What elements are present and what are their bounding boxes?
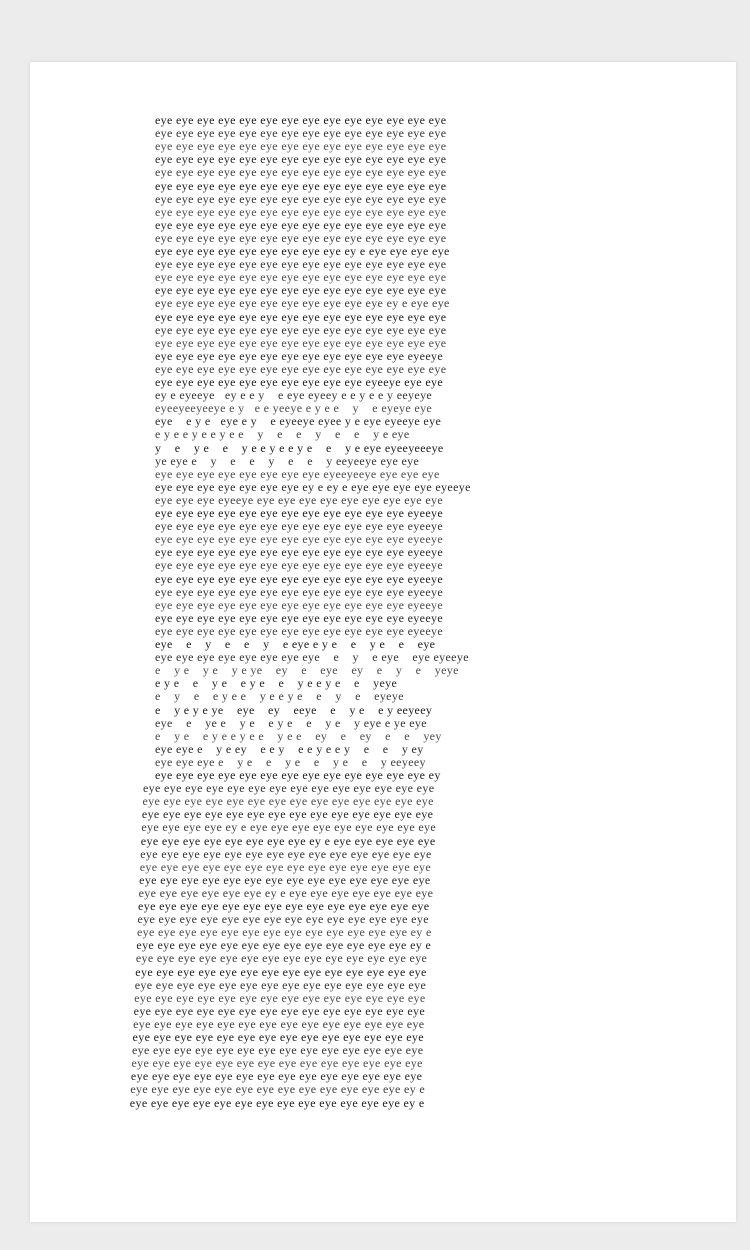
poem-line: eye eye eye eye eye eye eye ey e ey e eye eye eye eye eyeeye xyxy=(155,479,471,494)
poem-line: eye eye eye eye eye eye eye eye eye eye eye eye eye ey e xyxy=(129,1095,425,1110)
poem-line: eye eye eye eye eye eye eye eye eye eye eye eye eye eye xyxy=(141,807,434,822)
poem-line: eye eye eye eye eye eye eye eye eye eye eye eye eye ey e xyxy=(136,925,432,940)
poem-line: eye eye eye eye eye eye eye eye eye eye eye eye eye eye xyxy=(155,113,447,127)
poem-line: eye eye eye e y e e y e e y e e y eeyeey xyxy=(155,754,426,769)
poem-line: eye eye eye eye eye eye eye eye eye eye eye eye eye eye xyxy=(155,335,447,350)
poem-line: eye eye eye eye eye eye eye eye eye eye eye eye eye eye xyxy=(131,1056,423,1071)
poem-line: eye eye eye eye eye eye eye eye eye eye eye eye eye eye xyxy=(155,178,447,193)
poem-line: eye eye eye eye eye eye eye eye eye eye eye eye eye eye xyxy=(137,912,429,927)
poem-line: eye eye eye eye eye eye eye eye eye eye eye eye eye eye xyxy=(135,964,427,979)
poem-line: e y e e y e e y e e y e e y e eyeye xyxy=(155,689,404,704)
poem-line: eye eye eye eye eye eye eye eye eye eye eye eye eyeeye xyxy=(155,506,444,520)
poem-line: eye eye eye eye eye eye eye eye eye eye eye eye eye ey xyxy=(155,768,441,782)
poem-line: eye eye eye eye eye eye eye eye eye eye eye ey e eye eye xyxy=(155,296,450,311)
poem-line: eye eye eye eye eye eye eye eye eye eye eye eye eyeeye xyxy=(155,532,444,547)
poem-line: eye eye eye eye eye eye eye eye eye eye eyeeye eye eye xyxy=(155,375,444,389)
poem-line: e y e y e ye eye ey eeye e y e e y eeyeey xyxy=(155,702,433,717)
poem-line: eye eye eye eye eye eye eye eye eye eye eye eye eye eye xyxy=(155,204,447,219)
poem-line: eye eye eye eyeeye eye eye eye eye eye eye eye eye eye xyxy=(155,492,444,507)
poem-line: eye eye eye eye eye eye eye eye eye eye eye eye eye eye xyxy=(155,152,447,167)
poem-line: e y e e y e e y e e y e e y e e yeye xyxy=(155,676,398,691)
poem-line: eyeeyeeyeeye e y e e yeeye e y e e y e eyeye eye xyxy=(155,401,433,416)
poem-line: eye eye eye eye eye eye eye eye eye eye eye eye eye eye xyxy=(155,309,447,324)
poem-line: ye eye e y e e y e e y eeyeeye eye eye xyxy=(155,453,420,468)
poem-line: e y e e y e e y e e y e e ey e ey e e yey xyxy=(155,728,442,743)
poem-line: eye eye eye eye ey e eye eye eye eye eye eye eye eye eye xyxy=(141,820,437,835)
poem-line: eye eye eye eye eye eye eye eye eye eye eye eye eyeeye xyxy=(155,571,444,586)
poem-line: eye eye eye eye eye eye eye eye eyeeyeeye eye eye eye xyxy=(155,466,440,481)
poem-line: eye eye eye eye eye eye eye eye eye eye eye eye eye eye xyxy=(155,257,447,272)
poem-line: e y e y e y e ye ey e eye ey e y e yeye xyxy=(155,663,459,678)
poem-line: eye eye eye eye eye eye eye eye eye eye eye eye eye eye xyxy=(155,217,447,232)
poem-line: eye e y e e y e eye e y e e y e e eye xyxy=(155,637,436,651)
poem-line: ey e eyeeye ey e e y e eye eyeey e e y e e y eeyeye xyxy=(155,388,433,403)
poem-line: eye eye eye eye eye eye eye eye eye eye eye eye eye eye xyxy=(142,794,434,809)
poem-line: eye eye eye eye eye eye eye eye eye eye eye eye eye eye xyxy=(133,1003,426,1018)
poem-line: eye eye eye eye eye eye eye eye eye eye eye eye eyeeye xyxy=(155,584,444,599)
poem-line: eye eye eye eye eye eye eye eye eye eye eye eye eye ey e xyxy=(136,938,432,953)
poem-line: eye eye eye eye eye eye eye eye eye eye eye eye eye eye xyxy=(139,872,431,887)
poem-line: eye eye eye eye eye eye eye eye eye eye eye eye eye eye xyxy=(155,126,447,141)
poem-line: eye eye eye eye eye eye eye eye eye eye eye eye eyeeye xyxy=(155,519,444,534)
poem-line: eye eye eye eye eye eye eye eye eye eye eye eye eye eye xyxy=(155,230,447,245)
poem-line: eye e ye e y e e y e e y e y eye e ye eye xyxy=(155,715,427,730)
poem-line: eye eye eye eye eye eye eye eye eye eye eye eye eye eye xyxy=(134,990,426,1005)
poem-line: eye eye eye eye eye eye eye eye eye eye eye eye eye eye xyxy=(139,859,432,874)
poem-line: eye eye eye eye eye eye eye eye eye eye eye eye eye eye xyxy=(155,322,447,337)
poem-line: eye eye eye eye eye eye eye eye eye eye eye eye eye eye xyxy=(130,1069,423,1084)
poem-line: eye eye eye eye eye eye eye eye eye eye eye eye eye eye xyxy=(140,846,432,861)
poem-line: eye eye eye eye eye eye eye eye eye eye eye eye eye eye xyxy=(155,283,447,298)
poem-line: eye eye eye eye eye eye eye eye eye eye eye eye eye eye xyxy=(133,1016,425,1031)
poem-line: eye eye e y e ey e e y e e y e e y e e y ey xyxy=(155,741,424,756)
poem-line: eye eye eye eye eye eye eye eye eye eye eye eye eyeeye xyxy=(155,558,444,573)
poem-line: eye eye eye eye eye eye eye eye eye eye eye eye eye eye xyxy=(155,191,447,206)
poem-line: eye eye eye eye eye eye eye eye eye ey e eye eye eye eye xyxy=(155,244,450,258)
poem-line: eye eye eye eye eye eye eye eye ey e eye eye eye eye eye xyxy=(140,833,436,848)
poem-line: eye eye eye eye eye eye eye eye eye eye eye eye eye eye xyxy=(155,139,447,154)
poem-line: eye eye eye eye eye eye eye eye e y e eye eye eyeeye xyxy=(155,650,469,665)
poem-line: eye eye eye eye eye eye eye eye eye eye eye eye eye eye xyxy=(134,977,427,992)
poem-line: eye eye eye eye eye eye eye eye eye eye eye eye eye eye xyxy=(132,1043,424,1058)
poem-line: eye eye eye eye eye eye eye eye eye eye eye eye eye ey e xyxy=(130,1082,426,1097)
poem-line: eye eye eye eye eye eye eye eye eye eye eye eye eye eye xyxy=(135,951,428,966)
poem-line: eye eye eye eye eye eye eye eye eye eye eye eye eye eye xyxy=(155,361,447,376)
poem-line: eye eye eye eye eye eye eye eye eye eye eye eye eyeeye xyxy=(155,545,444,560)
poem-line: e y e e y e e y e e y e e y e e y e eye xyxy=(155,427,410,442)
poem-line: eye eye eye eye eye eye eye eye eye eye eye eye eye eye xyxy=(155,165,447,180)
poem-line: eye eye eye eye eye eye eye eye eye eye eye eye eye eye xyxy=(138,899,430,913)
poem-line: eye e y e eye e y e eyeeye eyee y e eye eyeeye eye xyxy=(155,414,442,429)
poem-line: eye eye eye eye eye eye eye eye eye eye eye eye eye eye xyxy=(143,781,435,796)
poem-line: y e y e e y e e y e e y e e y e eye eyeeyeeeye xyxy=(155,440,444,455)
poem-line: eye eye eye eye eye eye eye eye eye eye eye eye eyeeye xyxy=(155,597,444,612)
poem-line: eye eye eye eye eye eye eye eye eye eye eye eye eyeeye xyxy=(155,623,444,638)
poem-line: eye eye eye eye eye eye eye eye eye eye eye eye eyeeye xyxy=(155,348,444,363)
poem-line: eye eye eye eye eye eye eye eye eye eye eye eye eye eye xyxy=(155,270,447,285)
poem-line: eye eye eye eye eye eye ey e eye eye eye eye eye eye eye xyxy=(138,885,434,900)
poem-line: eye eye eye eye eye eye eye eye eye eye eye eye eye eye xyxy=(132,1030,424,1044)
poem-line: eye eye eye eye eye eye eye eye eye eye eye eye eyeeye xyxy=(155,610,444,625)
